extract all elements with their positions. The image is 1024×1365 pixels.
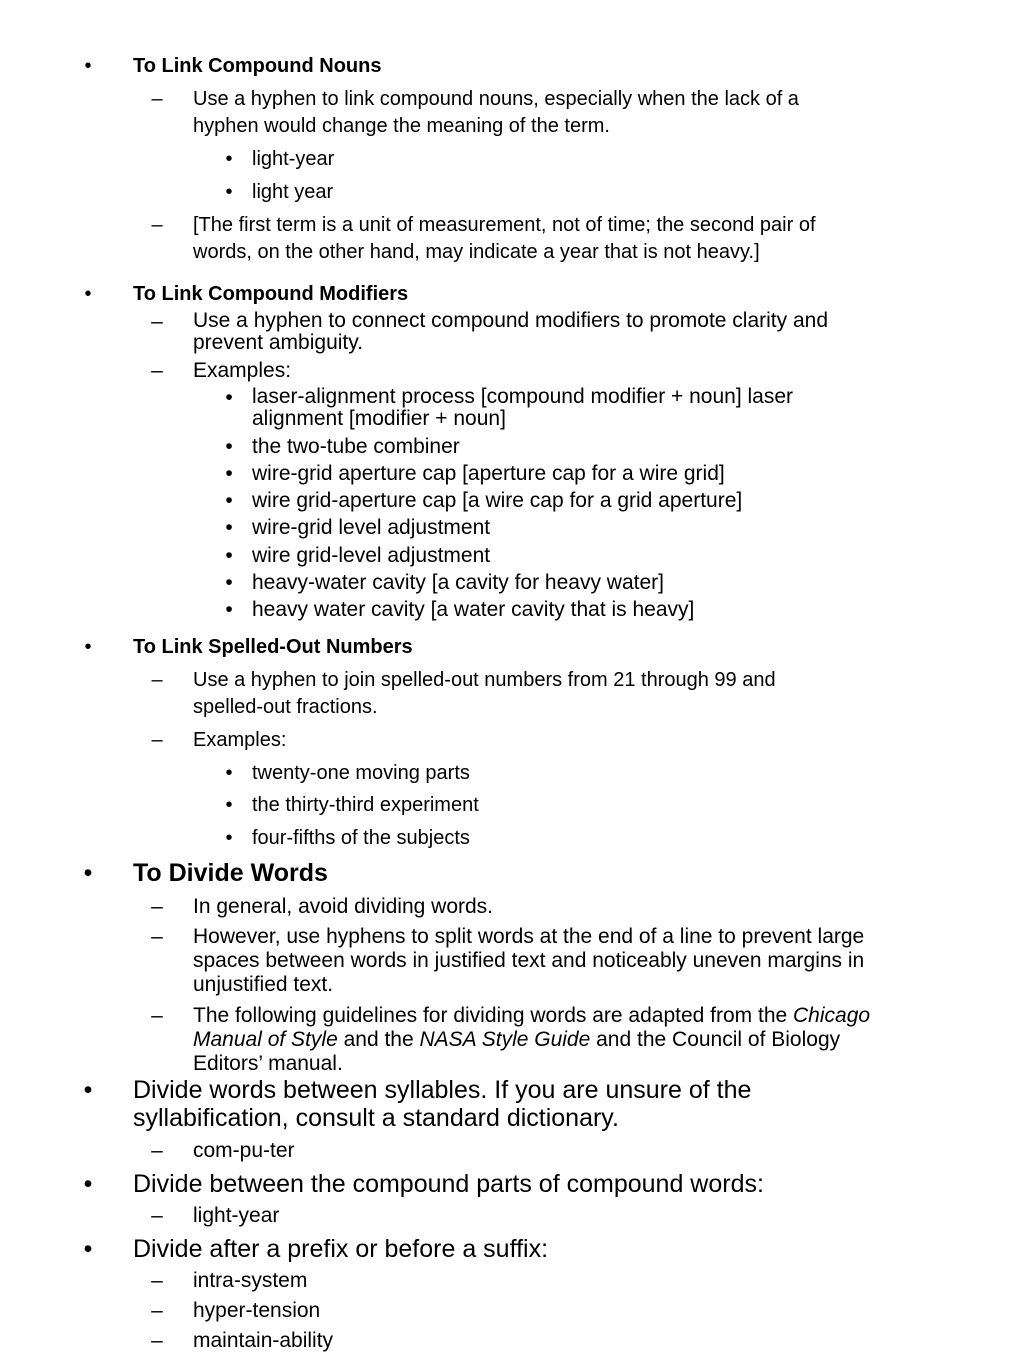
rule-line: prevent ambiguity. [193, 331, 364, 354]
bullet: • [84, 283, 92, 305]
rule-line: Use a hyphen to connect compound modifiers to promote clarity and [193, 309, 829, 332]
book-title: Chicago [793, 1004, 871, 1027]
bullet: • [225, 462, 233, 485]
section-heading-compound-modifiers: To Link Compound Modifiers [133, 283, 409, 305]
rule-line: hyphen would change the meaning of the term. [193, 115, 610, 137]
guideline-line: syllabification, consult a standard dictionary. [133, 1104, 619, 1132]
rule-text: and the Council of Biology [590, 1028, 841, 1051]
bullet: • [83, 859, 93, 887]
section-heading-compound-nouns: To Link Compound Nouns [133, 55, 382, 77]
dash: – [151, 729, 163, 751]
example-item: heavy water cavity [a water cavity that is heavy] [252, 598, 695, 621]
rule-text: The following guidelines for dividing words are adapted from the [193, 1004, 794, 1027]
example-item: intra-system [193, 1269, 308, 1292]
dash: – [151, 669, 163, 691]
bullet: • [225, 489, 233, 512]
rule-line: spelled-out fractions. [193, 696, 378, 718]
dash: – [151, 1269, 163, 1292]
rule-line: In general, avoid dividing words. [193, 895, 494, 918]
rule-line: However, use hyphens to split words at the end of a line to prevent large [193, 925, 865, 948]
note-line: words, on the other hand, may indicate a year that is not heavy.] [193, 241, 760, 263]
example-item: laser-alignment process [compound modifier + noun] laser [252, 385, 794, 408]
rule-line: Editors’ manual. [193, 1052, 343, 1075]
dash: – [151, 1004, 163, 1027]
rule-line [193, 1028, 840, 1052]
dash: – [151, 1139, 163, 1162]
example-item: hyper-tension [193, 1299, 321, 1322]
rule-line [193, 1004, 870, 1028]
examples-label: Examples: [193, 729, 287, 751]
bullet: • [83, 1076, 93, 1104]
section-heading-divide-words: To Divide Words [133, 859, 328, 887]
example-item: light-year [252, 148, 335, 170]
example-item-continuation: alignment [modifier + noun] [252, 407, 506, 430]
bullet: • [225, 516, 233, 539]
bullet: • [225, 544, 233, 567]
example-item: four-fifths of the subjects [252, 827, 470, 849]
dash: – [151, 359, 163, 382]
guideline-line: Divide after a prefix or before a suffix: [133, 1235, 549, 1263]
bullet: • [84, 636, 92, 658]
dash: – [151, 1299, 163, 1322]
bullet: • [225, 148, 233, 170]
rule-text: and the [337, 1028, 420, 1051]
bullet: • [225, 435, 233, 458]
bullet: • [83, 1235, 93, 1263]
example-item: wire grid-aperture cap [a wire cap for a grid aperture] [252, 489, 743, 512]
dash: – [151, 88, 163, 110]
bullet: • [225, 598, 233, 621]
example-item: wire grid-level adjustment [252, 544, 491, 567]
example-item: the two-tube combiner [252, 435, 460, 458]
rule-line: Use a hyphen to join spelled-out numbers from 21 through 99 and [193, 669, 776, 691]
example-item: heavy-water cavity [a cavity for heavy water] [252, 571, 664, 594]
example-item: wire-grid aperture cap [aperture cap for a wire grid] [252, 462, 725, 485]
rule-line: spaces between words in justified text and noticeably uneven margins in [193, 949, 865, 972]
examples-label: Examples: [193, 359, 292, 382]
example-item: wire-grid level adjustment [252, 516, 491, 539]
example-item: maintain-ability [193, 1329, 334, 1352]
bullet: • [84, 55, 92, 77]
guideline-line: Divide between the compound parts of compound words: [133, 1170, 764, 1198]
example-item: com-pu-ter [193, 1139, 295, 1162]
bullet: • [225, 571, 233, 594]
dash: – [151, 1204, 163, 1227]
dash: – [151, 895, 163, 918]
bullet: • [225, 181, 233, 203]
example-item: twenty-one moving parts [252, 762, 470, 784]
example-item: light year [252, 181, 334, 203]
rule-line: unjustified text. [193, 973, 334, 996]
dash: – [151, 310, 163, 333]
guideline-line: Divide words between syllables. If you are unsure of the [133, 1076, 752, 1104]
bullet: • [225, 827, 233, 849]
dash: – [151, 925, 163, 948]
book-title: NASA Style Guide [419, 1028, 591, 1051]
dash: – [151, 1329, 163, 1352]
book-title: Manual of Style [193, 1028, 338, 1051]
bullet: • [225, 794, 233, 816]
example-item: the thirty-third experiment [252, 794, 479, 816]
bullet: • [225, 386, 233, 409]
bullet: • [83, 1170, 93, 1198]
section-heading-spelled-out-numbers: To Link Spelled-Out Numbers [133, 636, 413, 658]
example-item: light-year [193, 1204, 280, 1227]
note-line: [The first term is a unit of measurement, not of time; the second pair of [193, 214, 816, 236]
rule-line: Use a hyphen to link compound nouns, especially when the lack of a [193, 88, 799, 110]
bullet: • [225, 762, 233, 784]
dash: – [151, 214, 163, 236]
